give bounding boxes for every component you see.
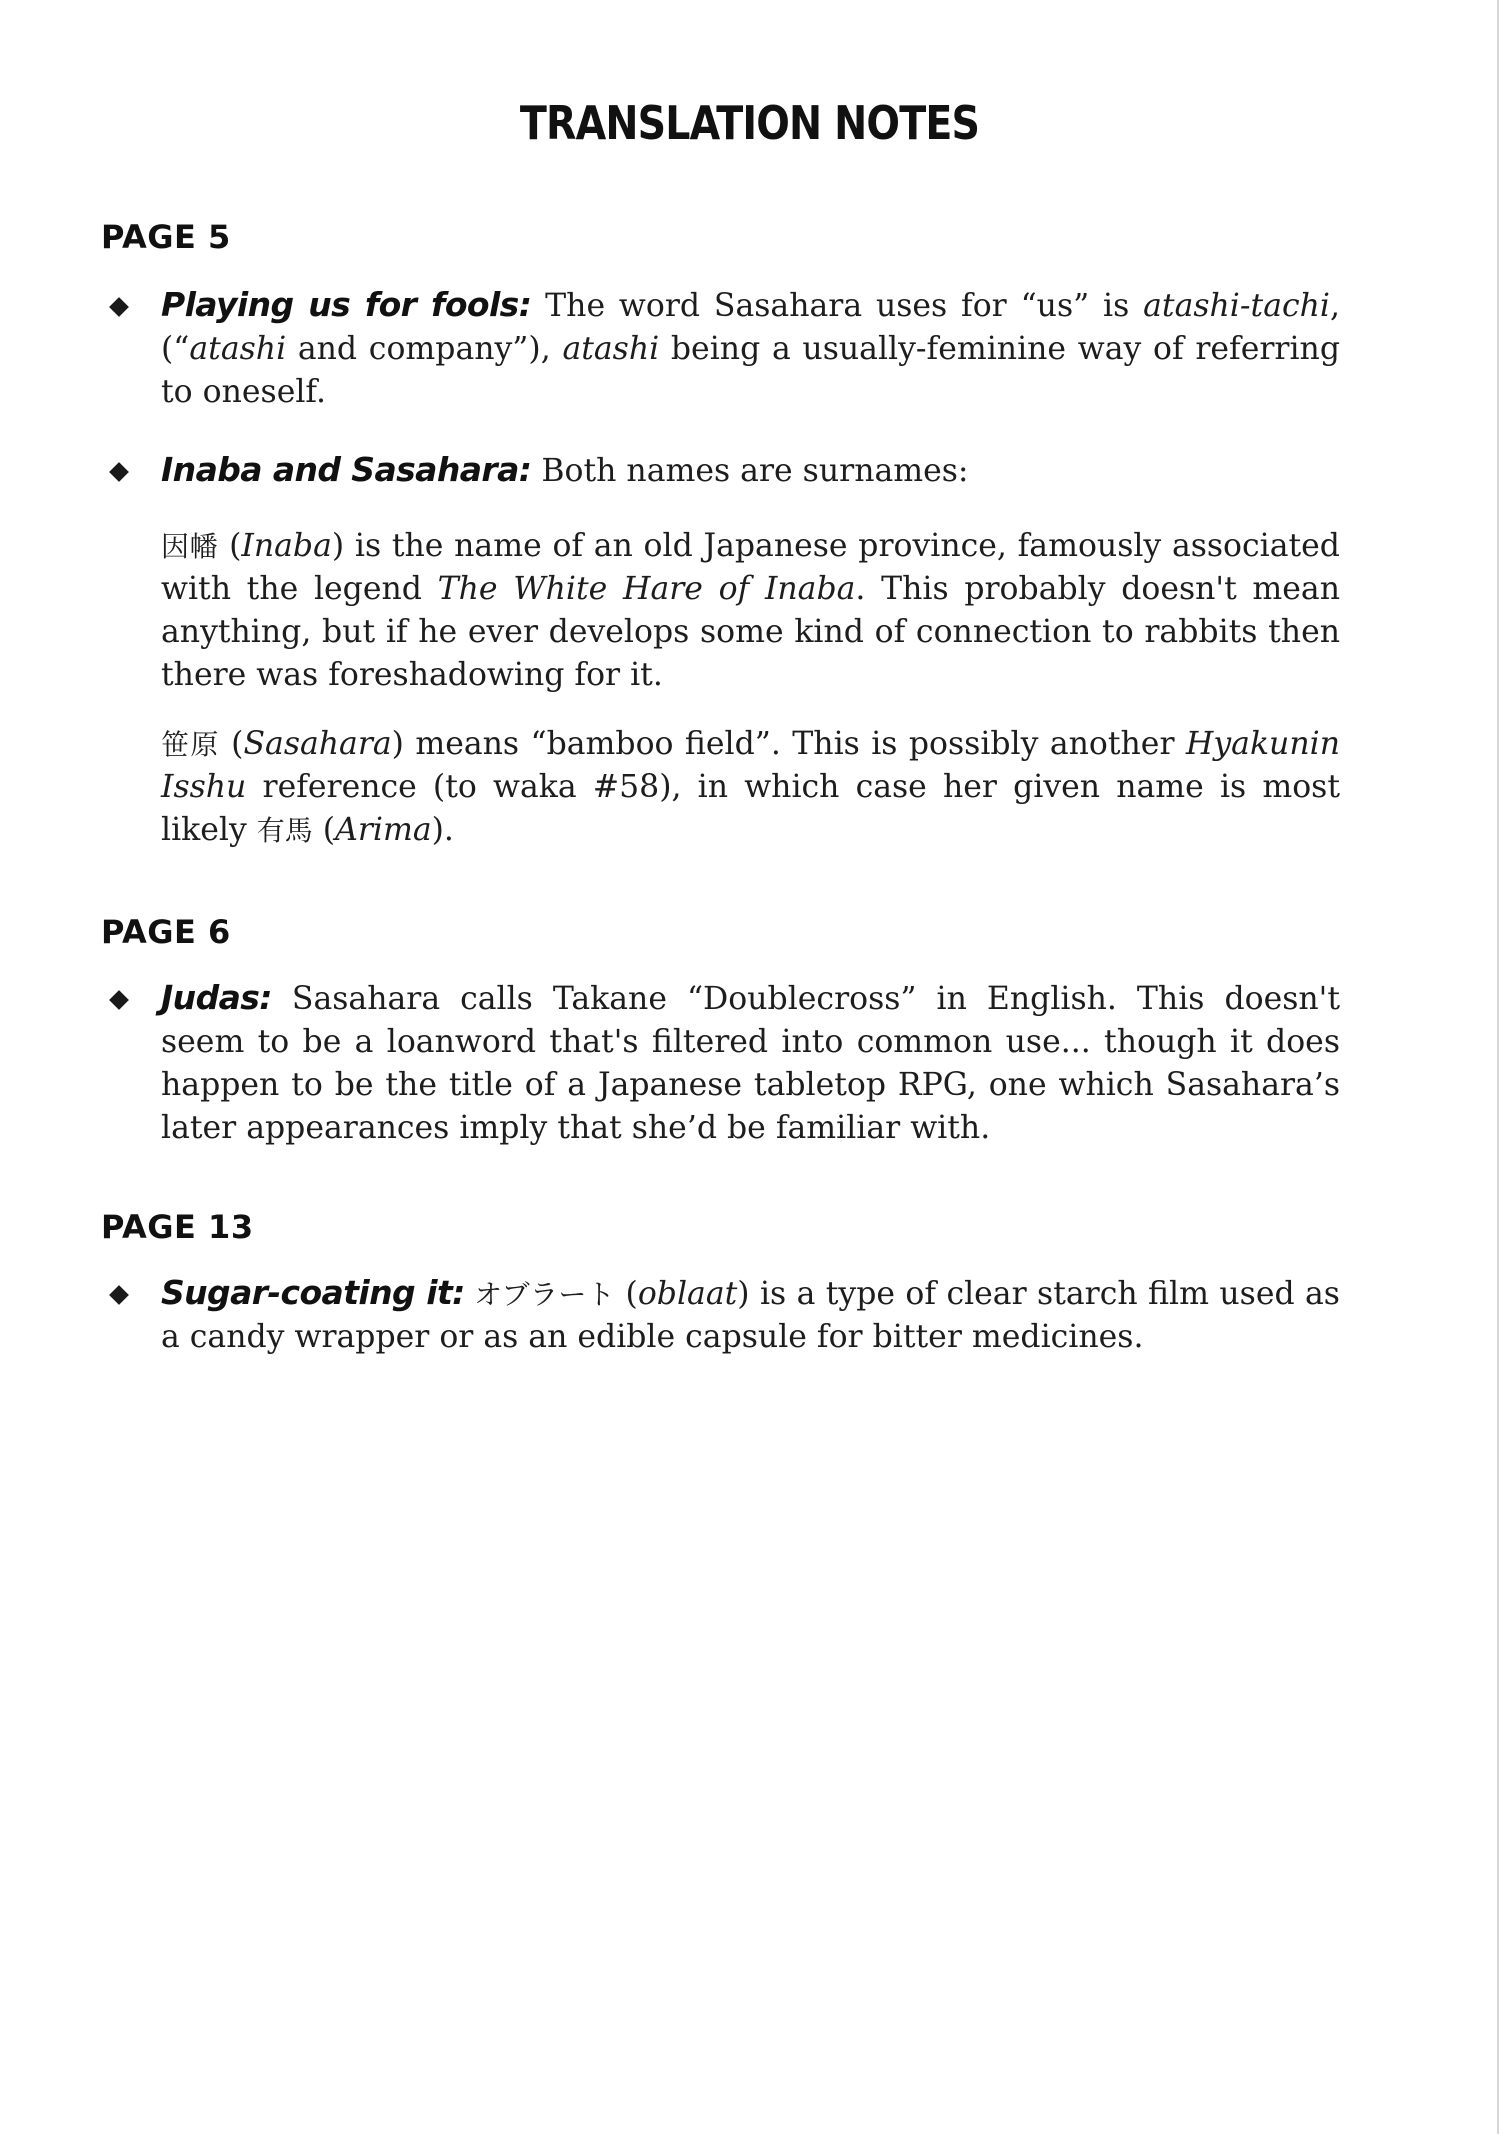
kanji-text: 因幡 bbox=[161, 530, 219, 563]
note-text: , (“ bbox=[161, 288, 1340, 367]
note-text: ( bbox=[312, 812, 336, 848]
note-italic: atashi bbox=[562, 331, 660, 367]
note-term: Judas: bbox=[161, 978, 272, 1017]
bullet-icon bbox=[109, 990, 129, 1010]
note-paragraph-inaba bbox=[161, 525, 1340, 697]
bullet-icon bbox=[109, 1285, 129, 1305]
kana-text: オブラート bbox=[464, 1278, 616, 1311]
note-inaba-and-sasahara bbox=[161, 448, 1340, 493]
note-text: Sasahara calls Takane “Doublecross” in English. This doesn't seem to be a loanword that's filtered into common use... though it does happen to be the title of a Japanese tabletop RPG, one which Sasahara’s later appearances imply that she’d be familiar with. bbox=[161, 981, 1340, 1146]
note-term: Sugar-coating it: bbox=[161, 1273, 465, 1312]
note-playing-us-for-fools bbox=[161, 283, 1340, 414]
note-text: ) means “bamboo field”. This is possibly another bbox=[391, 726, 1186, 762]
section-heading-page-13: PAGE 13 bbox=[101, 1208, 254, 1246]
page-title: TRANSLATION NOTES bbox=[519, 96, 980, 150]
note-italic: Arima bbox=[335, 812, 432, 848]
note-text: reference (to waka #58), in which case her given name is most likely bbox=[161, 769, 1340, 848]
note-text: Both names are surnames: bbox=[531, 453, 969, 489]
note-italic: Sasahara bbox=[243, 726, 392, 762]
note-text: ( bbox=[615, 1276, 638, 1312]
note-judas bbox=[161, 976, 1340, 1150]
note-text: . This probably doesn't mean anything, but if he ever develops some kind of connection to rabbits then there was foreshadowing for it. bbox=[161, 571, 1341, 693]
note-italic: Hyakunin Isshu bbox=[161, 726, 1340, 805]
note-italic: atashi-tachi bbox=[1143, 288, 1330, 324]
bullet-icon bbox=[109, 297, 129, 317]
note-sugar-coating-it bbox=[161, 1271, 1340, 1359]
note-text: ) is a type of clear starch film used as a candy wrapper or as an edible capsule for bitter medicines. bbox=[161, 1276, 1340, 1355]
note-italic: atashi bbox=[189, 331, 287, 367]
bullet-icon bbox=[109, 462, 129, 482]
note-text: being a usually-feminine way of referring to oneself. bbox=[161, 331, 1341, 410]
note-text: ). bbox=[431, 812, 454, 848]
kanji-text: 有馬 bbox=[256, 814, 313, 847]
note-text: ) is the name of an old Japanese province, famously associated with the legend bbox=[161, 528, 1340, 607]
note-italic: oblaat bbox=[637, 1276, 738, 1312]
kanji-text: 笹原 bbox=[161, 728, 220, 761]
note-term: Inaba and Sasahara: bbox=[161, 450, 532, 489]
section-heading-page-5: PAGE 5 bbox=[101, 218, 231, 256]
note-text: The word Sasahara uses for “us” is bbox=[531, 288, 1144, 324]
note-text: and company”), bbox=[286, 331, 563, 367]
note-text: ( bbox=[219, 726, 244, 762]
note-italic: Inaba bbox=[241, 528, 332, 564]
note-term: Playing us for fools: bbox=[161, 285, 532, 324]
note-italic: The White Hare of Inaba bbox=[437, 571, 856, 607]
note-text: ( bbox=[218, 528, 242, 564]
section-heading-page-6: PAGE 6 bbox=[101, 913, 231, 951]
note-paragraph-sasahara bbox=[161, 723, 1340, 852]
